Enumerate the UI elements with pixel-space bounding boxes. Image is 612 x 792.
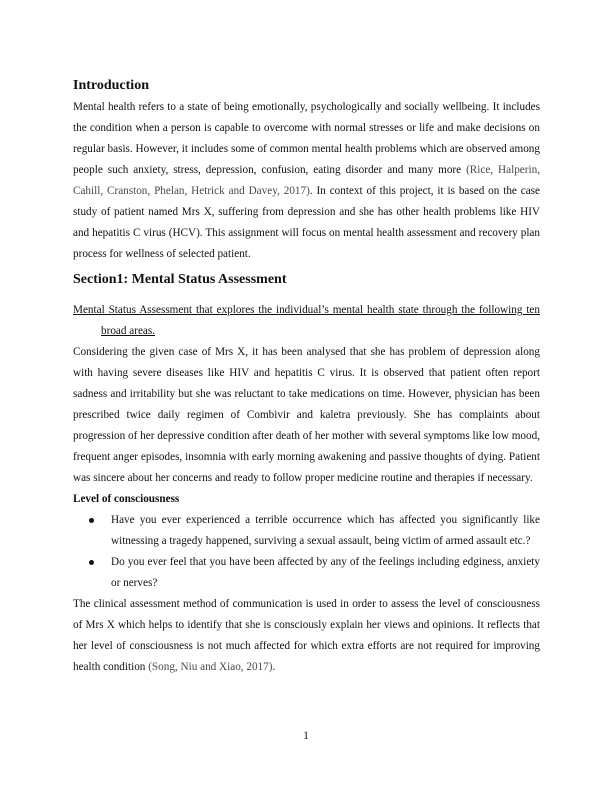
bullet-icon	[89, 518, 94, 523]
question-list	[73, 510, 540, 594]
introduction-text-part2: . In context of this project, it is based on the case study of patient named Mrs X, suffering from depression and she has other health problems like HIV and hepatitis C virus (HCV). This assignment will focus on mental health assessment and recovery plan process for wellness of selected patient.	[73, 185, 540, 260]
closing-citation: (Song, Niu and Xiao, 2017)	[148, 661, 273, 673]
closing-text-part2: .	[272, 661, 276, 673]
section1-closing-paragraph	[73, 594, 540, 678]
page-content	[73, 76, 540, 678]
introduction-citation: (Rice, Halperin, Cahill, Cranston, Phelan, Hetrick and Davey, 2017)	[73, 164, 540, 197]
list-item	[83, 510, 540, 552]
introduction-paragraph	[73, 97, 540, 265]
list-item-text: Have you ever experienced a terrible occurrence which has affected you significantly like witnessing a tragedy happened, surviving a sexual assault, being victim of armed assault etc.?	[111, 514, 540, 547]
list-item-text: Do you ever feel that you have been affected by any of the feelings including edginess, anxiety or nerves?	[111, 556, 540, 589]
introduction-text-part1: Mental health refers to a state of being emotionally, psychologically and socially wellbeing. It includes the condition when a person is capable to overcome with normal stresses or life and make decisions on regular basis. However, it includes some of common mental health problems which are observed among people such anxiety, stress, depression, confusion, eating disorder and many more	[73, 101, 540, 176]
list-item	[83, 552, 540, 594]
bullet-icon	[89, 560, 94, 565]
section1-underlined-intro: Mental Status Assessment that explores the individual’s mental health state through the following ten broad areas.	[73, 304, 540, 337]
page-number: 1	[303, 730, 309, 742]
introduction-heading: Introduction	[73, 78, 149, 93]
section1-heading: Section1: Mental Status Assessment	[73, 272, 287, 287]
section1-case-paragraph: Considering the given case of Mrs X, it has been analysed that she has problem of depression along with having severe diseases like HIV and hepatitis C virus. It is observed that patient often report sadness and irritability but she was reluctant to take medications on time. However, physician has been prescribed twice daily regimen of Combivir and kaletra previously. She has complaints about progression of her depressive condition after death of her mother with several symptoms like low mood, frequent anger episodes, insomnia with early morning awakening and passive thoughts of dying. Patient was sincere about her concerns and ready to follow proper medicine routine and therapies if necessary.	[73, 346, 540, 484]
closing-text-part1: The clinical assessment method of communication is used in order to assess the level of consciousness of Mrs X which helps to identify that she is consciously explain her views and opinions. It reflects that her level of consciousness is not much affected for which extra efforts are not required for improving health condition	[73, 598, 540, 673]
level-of-consciousness-subheading: Level of consciousness	[73, 493, 180, 505]
